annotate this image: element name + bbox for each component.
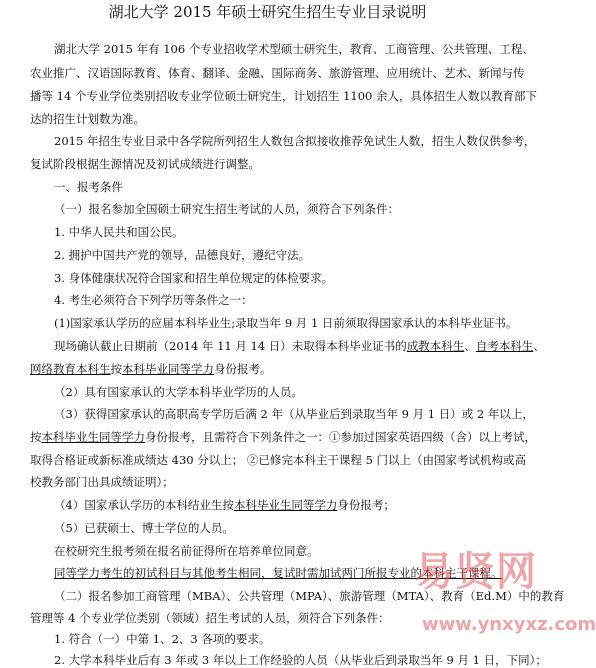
separator: 、	[464, 339, 476, 353]
professional-item-1: 1. 符合（一）中第 1、2、3 各项的要求。	[54, 632, 271, 646]
item-1: 1. 中华人民共和国公民。	[54, 225, 184, 239]
separator: 、	[533, 339, 545, 353]
note-text: 身份报考；	[337, 498, 395, 512]
paragraph-quota-line-1: 2015 年招生专业目录中各学院所列招生人数包含拟接收推荐免试生人数，招生人数仅供参考，	[54, 134, 536, 148]
subsection-heading-professional-line-1: （二）报名参加工商管理（MBA）、公共管理（MPA）、旅游管理（MTA）、教育（Ed.M）中的教育	[54, 589, 565, 603]
watermark-url: www.ynxyxz.com	[422, 614, 596, 635]
underlined-term-equivalent: 本科毕业同等学力	[122, 362, 214, 376]
underlined-term-self-study: 自考本科生	[475, 339, 534, 353]
note-text: 现场确认截止日期前（2014 年 11 月 14 日）未取得本科毕业证书的	[54, 339, 407, 353]
professional-item-2: 2. 大学本科毕业后有 3 年或 3 年以上工作经验的人员（从毕业后到录取当年 9 月 1 日，下同）；	[54, 653, 547, 667]
page-title: 湖北大学 2015 年硕士研究生招生专业目录说明	[108, 3, 427, 21]
item-4-4	[54, 497, 395, 513]
item-3: 3. 身体健康状况符合国家和招生单位规定的体检要求。	[54, 271, 334, 285]
item-4-3-line-1: （3）获得国家承认的高职高专学历后满 2 年（从毕业后到录取当年 9 月 1 日）或 2 年以上，	[54, 407, 534, 421]
note-equivalent-exam: 同等学力考生的初试科目与其他考生相同，复试时需加试两门所报专业的本科主干课程。	[54, 566, 503, 580]
subsection-heading-professional-line-2: 管理等 4 个专业学位类别（领域）招生考试的人员，须符合下列条件：	[30, 611, 390, 625]
underlined-term-equivalent: 本科毕业生同等学力	[233, 498, 338, 512]
item-2: 2. 拥护中国共产党的领导，品德良好，遵纪守法。	[54, 248, 311, 262]
underlined-term-equivalent: 本科毕业生同等学力	[41, 430, 145, 444]
note-text: 按	[110, 362, 122, 376]
item-4-3-line-4: 校教务部门出具成绩证明）；	[30, 475, 174, 489]
paragraph-intro-line-4: 达的招生计划数为准。	[30, 112, 145, 126]
paragraph-intro-line-2: 农业推广、汉语国际教育、体育、翻译、金融、国际商务、旅游管理、应用统计、艺术、新闻与传	[30, 66, 525, 80]
underlined-term-online-education: 网络教育本科生	[30, 362, 111, 376]
watermark-brand: 易贤网	[414, 549, 537, 595]
item-4-3-line-2	[30, 429, 536, 445]
note-text: 身份报考，且需符合下列条件之一：①参加过国家英语四级（含）以上考试，	[145, 430, 536, 444]
item-4-1-note-line-1	[54, 338, 545, 354]
item-4-1: (1)国家承认学历的应届本科毕业生;录取当年 9 月 1 日前须取得国家承认的本科毕业证书。	[54, 316, 518, 330]
note-text: 按	[30, 430, 42, 444]
note-enrolled-students: 在校研究生报考须在报名前征得所在培养单位同意。	[54, 544, 319, 558]
paragraph-intro-line-3: 播等 14 个专业学位类别招收专业学位硕士研究生，计划招生 1100 余人，具体招生人数以教育部下	[30, 89, 538, 103]
item-4-1-note-line-2	[30, 361, 272, 377]
note-text: （4）国家承认学历的本科结业生按	[54, 498, 234, 512]
paragraph-quota-line-2: 复试阶段根据生源情况及初试成绩进行调整。	[30, 157, 260, 171]
item-4-2: （2）具有国家承认的大学本科毕业学历的人员。	[54, 385, 303, 399]
note-text: 身份报考。	[214, 362, 272, 376]
item-4-3-line-3: 取得合格证或新标准成绩达 430 分以上； ②已修完本科主干课程 5 门以上（由国家考试机构或高	[30, 453, 527, 467]
section-heading-requirements: 一、报考条件	[54, 180, 123, 194]
underlined-term-adult-education: 成教本科生	[406, 339, 465, 353]
paragraph-intro-line-1: 湖北大学 2015 年有 106 个专业招收学术型硕士研究生，教育、工商管理、公共管理、工程、	[54, 42, 534, 56]
item-4-5: （5）已获硕士、博士学位的人员。	[54, 521, 234, 535]
item-4: 4. 考生必须符合下列学历等条件之一：	[54, 293, 253, 307]
subsection-heading-general: （一）报名参加全国硕士研究生招生考试的人员，须符合下列条件：	[54, 202, 399, 216]
